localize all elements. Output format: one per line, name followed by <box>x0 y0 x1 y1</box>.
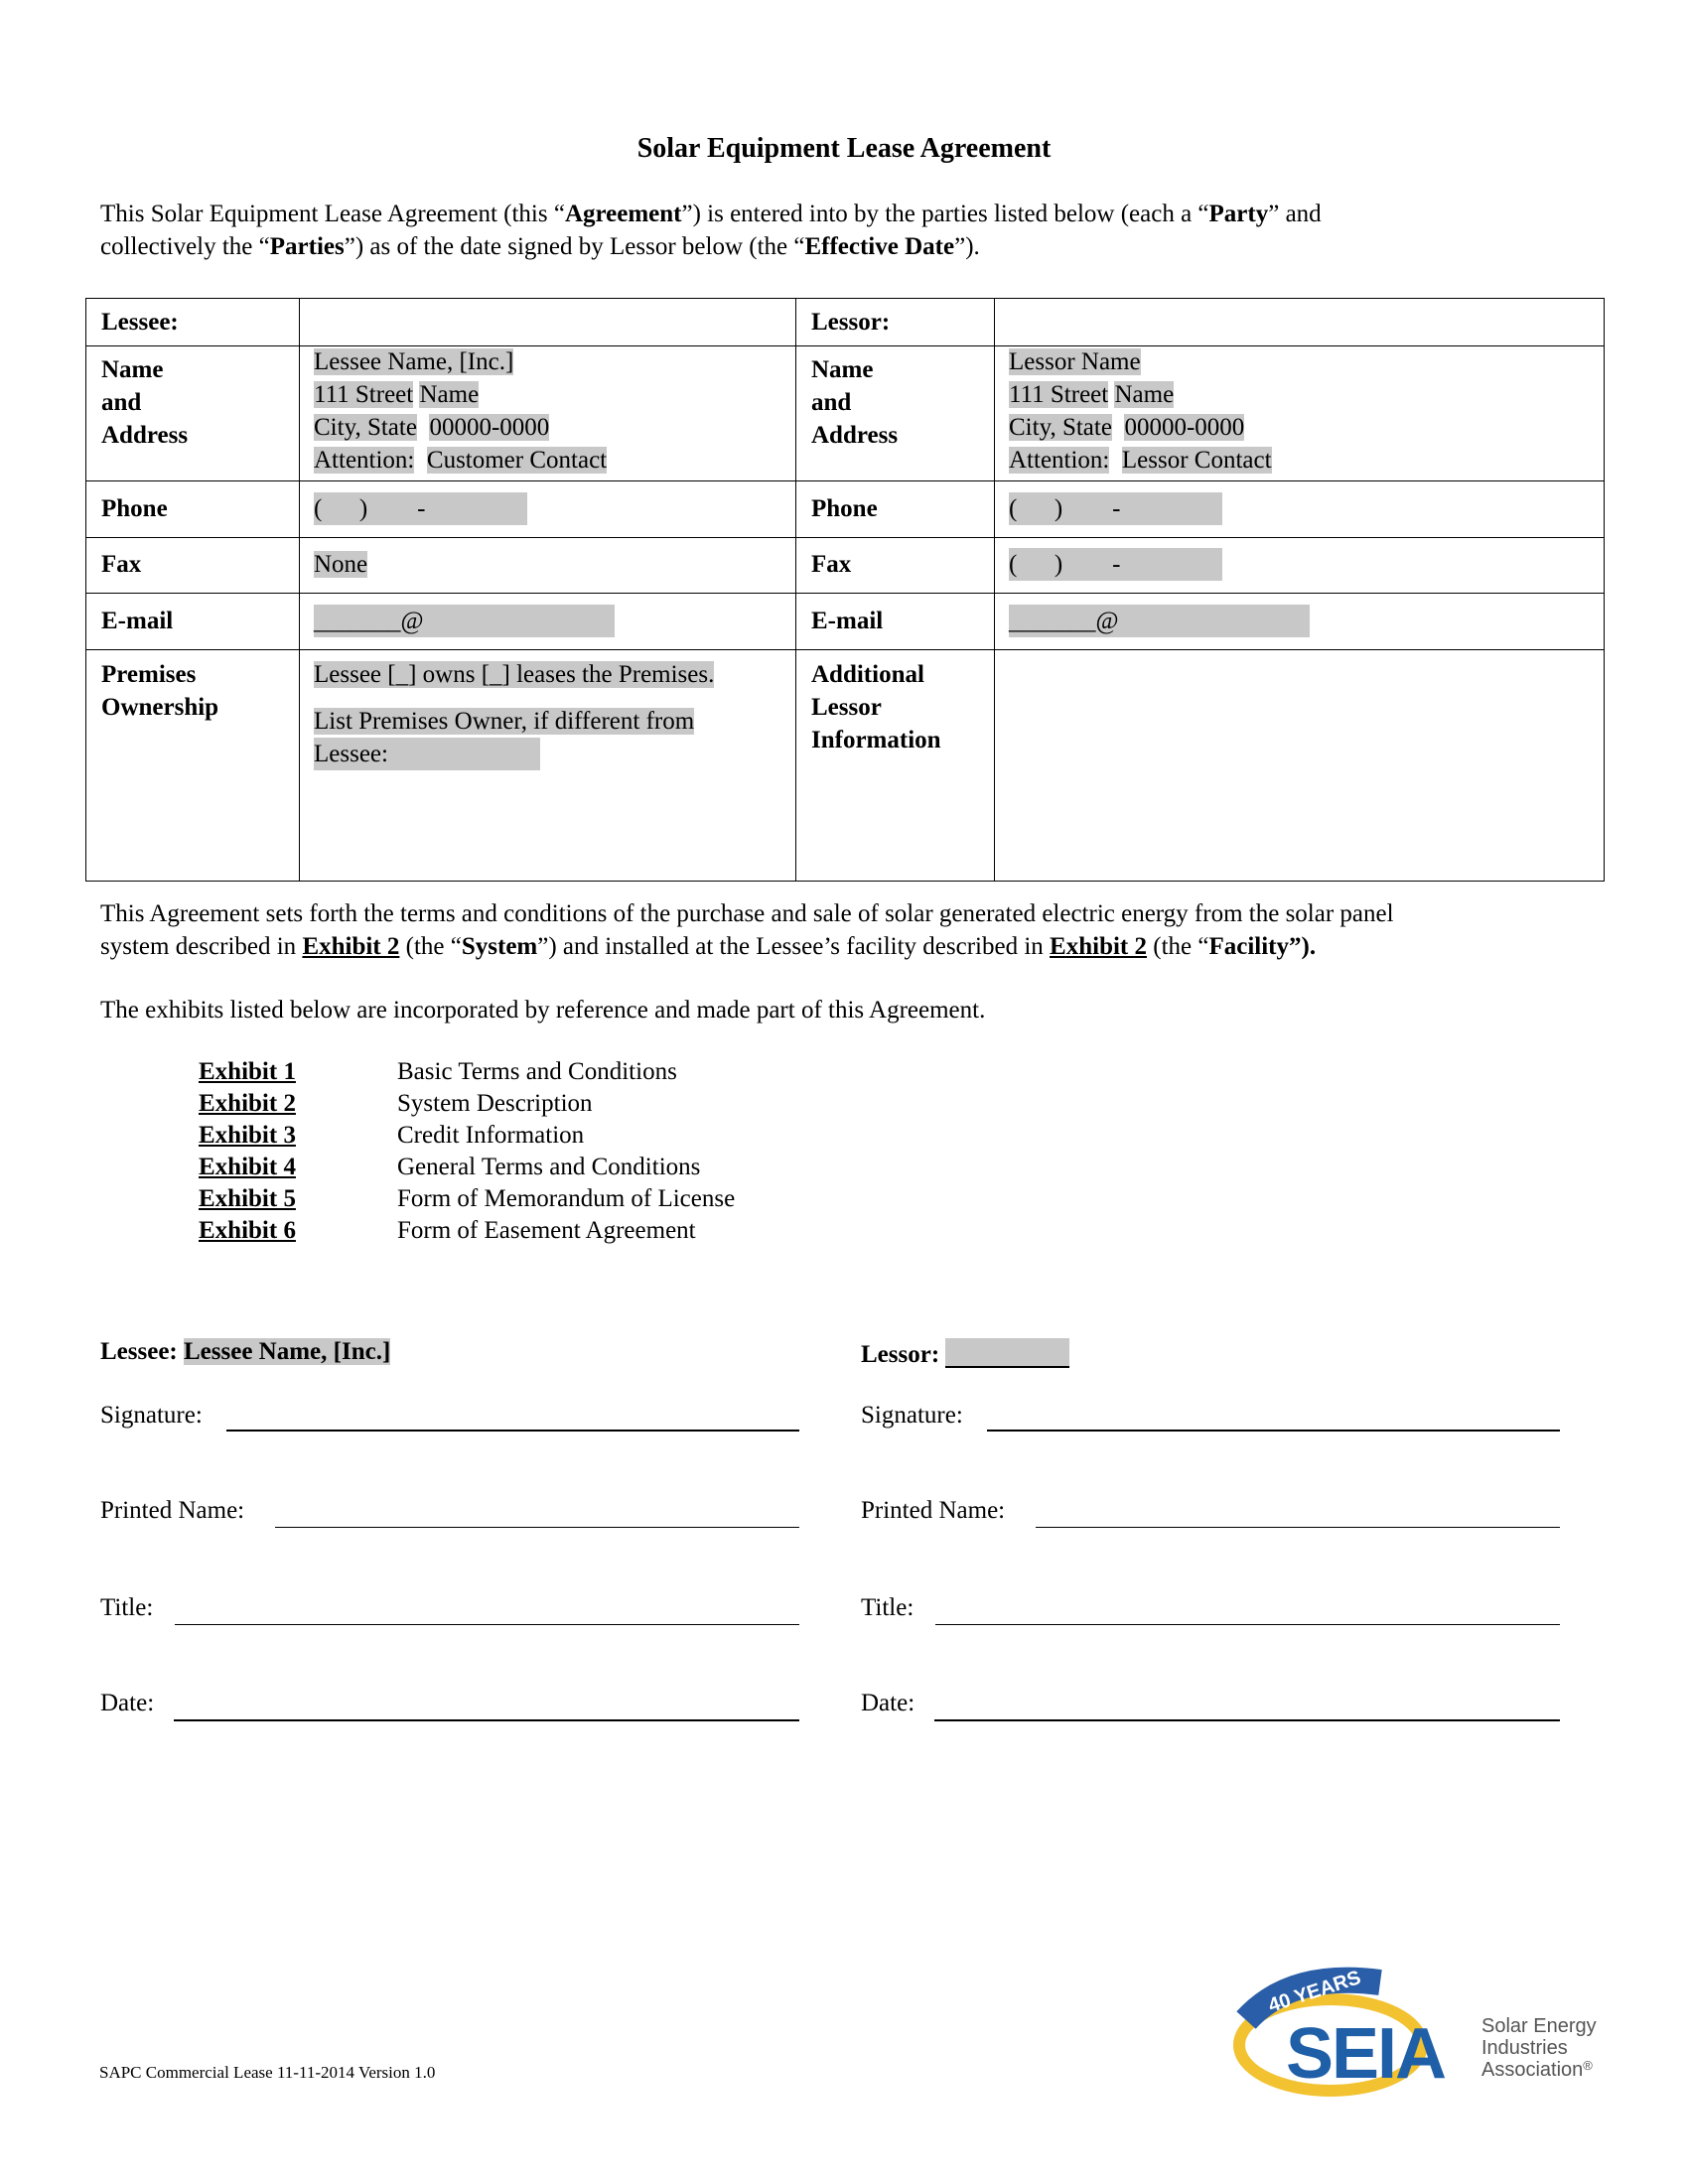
purpose-text: ”) and installed at the Lessee’s facility described in <box>537 933 1051 960</box>
defined-term-effective-date: Effective Date <box>804 233 955 260</box>
exhibit-description: Form of Easement Agreement <box>397 1217 696 1244</box>
name-address-label <box>101 353 188 452</box>
lessor-signature-header <box>861 1338 1069 1369</box>
lessor-header: Lessor: <box>811 309 891 336</box>
phone-label: Phone <box>811 495 878 522</box>
exhibits-intro: The exhibits listed below are incorporated by reference and made part of this Agreement. <box>100 997 986 1024</box>
phone-label: Phone <box>101 495 168 522</box>
logo-registered-mark: ® <box>1583 2058 1593 2073</box>
exhibit-description: General Terms and Conditions <box>397 1154 701 1180</box>
lessor-label: Lessor: <box>861 1341 940 1368</box>
lessor-fax <box>1009 548 1222 581</box>
logo-mark-text: SEIA <box>1286 2014 1446 2094</box>
lessee-date-line[interactable] <box>174 1719 799 1721</box>
lessee-printed-name-line[interactable] <box>275 1527 799 1528</box>
lessor-zip-field[interactable]: 00000-0000 <box>1124 414 1245 441</box>
lessor-printed-name-line[interactable] <box>1036 1527 1560 1528</box>
lessee-header: Lessee: <box>101 309 179 336</box>
exhibit-description: Credit Information <box>397 1122 585 1149</box>
lessee-premises <box>314 658 714 770</box>
exhibit-description: Basic Terms and Conditions <box>397 1058 677 1085</box>
premises-ownership-field[interactable]: Lessee [_] owns [_] leases the Premises. <box>314 661 715 688</box>
table-divider <box>994 299 995 881</box>
lessor-email-field[interactable]: _______@ <box>1009 605 1310 637</box>
email-label: E-mail <box>811 608 884 634</box>
label-line: Address <box>101 422 189 449</box>
label-line: Premises <box>101 661 197 688</box>
logo-line-3 <box>1481 2058 1593 2081</box>
intro-paragraph <box>100 198 1610 263</box>
table-divider <box>86 537 1604 538</box>
printed-name-label: Printed Name: <box>861 1497 1006 1524</box>
lessee-street-field[interactable]: 111 Street <box>314 381 414 408</box>
title-label: Title: <box>100 1594 154 1621</box>
lessor-title-line[interactable] <box>935 1624 1560 1625</box>
intro-text: collectively the “ <box>100 233 270 260</box>
lessor-name-field-tail[interactable]: e <box>1129 348 1141 375</box>
label-line: Lessor <box>811 694 882 721</box>
exhibit-2-link[interactable]: Exhibit 2 <box>199 1090 296 1117</box>
premises-owner-field[interactable]: Lessee: <box>314 738 540 770</box>
document-title: Solar Equipment Lease Agreement <box>636 133 1052 164</box>
premises-ownership-label <box>101 658 218 724</box>
logo-years-text: 40 YEARS <box>1265 1967 1364 2017</box>
email-label: E-mail <box>101 608 174 634</box>
lessor-contact-field[interactable]: Lessor Contact <box>1121 447 1272 474</box>
label-line: Address <box>811 422 899 449</box>
exhibit-2-link[interactable]: Exhibit 2 <box>302 933 400 960</box>
lessor-city-field[interactable]: City, State <box>1009 414 1112 441</box>
lessor-name-field[interactable] <box>945 1338 1069 1368</box>
lessee-fax-field[interactable]: None <box>314 551 368 578</box>
label-line: Additional <box>811 661 924 688</box>
label-line: Name <box>811 356 874 383</box>
logo-line-3-text: Association <box>1481 2059 1584 2081</box>
exhibit-5-link[interactable]: Exhibit 5 <box>199 1185 296 1212</box>
seia-logo <box>1231 1961 1609 2100</box>
exhibit-1-link[interactable]: Exhibit 1 <box>199 1058 296 1085</box>
lessor-signature-line[interactable] <box>987 1430 1560 1432</box>
lessor-fax-field[interactable]: ( ) - <box>1009 548 1222 581</box>
lessor-address <box>1009 345 1272 477</box>
lessee-title-line[interactable] <box>175 1624 799 1625</box>
exhibit-description: System Description <box>397 1090 593 1117</box>
lessor-email <box>1009 605 1310 637</box>
label-line: Information <box>811 727 941 753</box>
table-divider <box>86 480 1604 481</box>
lessee-city-field[interactable]: City, State <box>314 414 417 441</box>
purpose-paragraph <box>100 897 1610 963</box>
signature-label: Signature: <box>100 1402 203 1429</box>
defined-term-agreement: Agreement <box>564 201 682 227</box>
lessee-street-name-field[interactable]: Name <box>419 381 480 408</box>
lessee-email-field[interactable]: _______@ <box>314 605 615 637</box>
lessee-attention-label: Attention: <box>314 447 415 474</box>
printed-name-label: Printed Name: <box>100 1497 245 1524</box>
logo-line-1: Solar Energy <box>1481 2015 1597 2037</box>
intro-text: This Solar Equipment Lease Agreement (this “ <box>100 201 565 227</box>
fax-label: Fax <box>101 551 142 578</box>
additional-lessor-info-label <box>811 658 941 756</box>
table-divider <box>299 299 300 881</box>
exhibit-4-link[interactable]: Exhibit 4 <box>199 1154 296 1180</box>
label-line: Ownership <box>101 694 219 721</box>
table-divider <box>795 299 796 881</box>
premises-owner-prompt: List Premises Owner, if different from <box>314 708 695 735</box>
seia-logo-graphic <box>1231 1961 1609 2100</box>
defined-term-parties: Parties <box>269 233 345 260</box>
defined-term-system: System <box>461 933 538 960</box>
lessee-contact-field[interactable]: Customer Contact <box>426 447 608 474</box>
name-address-label <box>811 353 898 452</box>
exhibit-3-link[interactable]: Exhibit 3 <box>199 1122 296 1149</box>
lessor-date-line[interactable] <box>934 1719 1560 1721</box>
lessee-phone <box>314 492 527 525</box>
date-label: Date: <box>861 1690 915 1716</box>
party-info-table <box>85 298 1605 882</box>
lessor-name-field[interactable]: Lessor Nam <box>1009 348 1130 375</box>
lessee-phone-field[interactable]: ( ) - <box>314 492 527 525</box>
exhibit-6-link[interactable]: Exhibit 6 <box>199 1217 296 1244</box>
lessee-fax <box>314 548 367 581</box>
intro-text: ”) as of the date signed by Lessor below (the “ <box>344 233 805 260</box>
exhibit-description: Form of Memorandum of License <box>397 1185 736 1212</box>
lessor-street-name-field[interactable]: Name <box>1114 381 1175 408</box>
lessee-address <box>314 345 607 477</box>
purpose-text: This Agreement sets forth the terms and conditions of the purchase and sale of solar generated electric energy from the solar panel <box>100 900 1394 927</box>
signature-label: Signature: <box>861 1402 963 1429</box>
document-footer: SAPC Commercial Lease 11-11-2014 Version 1.0 <box>99 2063 436 2082</box>
lessee-zip-field[interactable]: 00000-0000 <box>429 414 550 441</box>
title-label: Title: <box>861 1594 914 1621</box>
table-divider <box>86 649 1604 650</box>
logo-line-2: Industries <box>1481 2037 1568 2059</box>
intro-text: ” and <box>1268 201 1322 227</box>
label-line: and <box>101 389 142 416</box>
lessor-phone-field[interactable]: ( ) - <box>1009 492 1222 525</box>
defined-term-facility: Facility”). <box>1208 933 1317 960</box>
intro-text: ”). <box>954 233 980 260</box>
lessee-signature-line[interactable] <box>226 1430 799 1432</box>
label-line: and <box>811 389 852 416</box>
lessee-email <box>314 605 615 637</box>
defined-term-party: Party <box>1208 201 1269 227</box>
purpose-text: system described in <box>100 933 303 960</box>
label-line: Name <box>101 356 164 383</box>
table-divider <box>86 593 1604 594</box>
lessee-signature-header <box>100 1338 390 1366</box>
date-label: Date: <box>100 1690 155 1716</box>
intro-text: ”) is entered into by the parties listed below (each a “ <box>681 201 1209 227</box>
fax-label: Fax <box>811 551 852 578</box>
lessor-phone <box>1009 492 1222 525</box>
lessor-street-field[interactable]: 111 Street <box>1009 381 1109 408</box>
lessor-attention-label: Attention: <box>1009 447 1110 474</box>
purpose-text: (the “ <box>1147 933 1209 960</box>
lessee-label: Lessee: <box>100 1338 178 1365</box>
lessee-name-field[interactable]: Lessee Name, [Inc.] <box>314 348 514 375</box>
purpose-text: (the “ <box>399 933 462 960</box>
exhibit-2-link[interactable]: Exhibit 2 <box>1050 933 1147 960</box>
lessee-name-field[interactable]: Lessee Name, [Inc.] <box>184 1338 391 1365</box>
